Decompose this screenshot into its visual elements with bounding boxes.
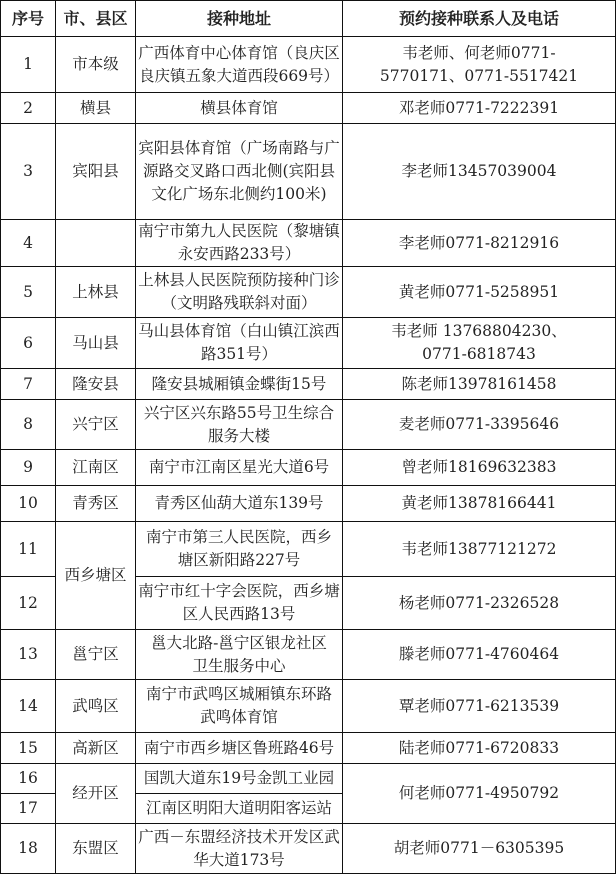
contact-cell [343, 220, 616, 267]
district-cell-line: 宾阳县 [72, 162, 119, 180]
contact-cell-line: 滕老师0771-4760464 [398, 645, 560, 663]
contact-cell-line: 陈老师13978161458 [401, 374, 557, 393]
contact-cell-line: 李老师0771-8212916 [398, 233, 560, 252]
address-cell [136, 400, 343, 450]
table-body [1, 37, 616, 874]
table-row [1, 267, 616, 318]
address-cell-line: 马山县体育馆（白山镇江滨西 [138, 322, 340, 340]
address-cell [136, 267, 343, 318]
address-cell-line: 横县体育馆 [200, 98, 278, 117]
address-cell-line: 华大道173号 [193, 850, 285, 869]
contact-cell-line: 麦老师0771-3395646 [398, 415, 560, 433]
district-cell-line: 经开区 [72, 784, 119, 802]
contact-cell-line: 杨老师0771-2326528 [398, 593, 560, 612]
row-number [1, 794, 56, 824]
address-cell-line: 广西－东盟经济技术开发区武 [138, 827, 340, 846]
table-row [1, 400, 616, 450]
address-cell-line: 邕大北路-邕宁区银龙社区 [151, 633, 327, 652]
table-row [1, 824, 616, 874]
district-cell-line: 江南区 [72, 458, 119, 476]
row-number [1, 450, 56, 486]
row-number-line: 15 [18, 738, 38, 757]
district-cell-line: 市本级 [72, 55, 119, 73]
header-contact: 预约接种联系人及电话 [343, 1, 616, 37]
row-number [1, 369, 56, 400]
address-cell-line: 卫生服务中心 [192, 656, 286, 675]
row-number-line: 3 [23, 162, 33, 180]
contact-cell-line: 覃老师0771-6213539 [398, 696, 560, 715]
address-cell-line: 区人民西路13号 [182, 605, 296, 623]
district-cell-line: 马山县 [72, 333, 119, 352]
row-number-line: 1 [23, 55, 33, 73]
row-number [1, 680, 56, 733]
address-cell [136, 680, 343, 733]
row-number-line: 12 [18, 593, 38, 612]
address-cell [136, 764, 343, 794]
district-cell-line: 上林县 [72, 282, 119, 301]
contact-cell [343, 486, 616, 522]
district-cell [56, 680, 136, 733]
row-number-line: 13 [18, 645, 38, 663]
district-cell [56, 369, 136, 400]
contact-cell-line: 邓老师0771-7222391 [398, 98, 560, 117]
address-cell-line: 广西体育中心体育馆（良庆区 [138, 43, 340, 62]
district-cell-line: 兴宁区 [72, 415, 119, 433]
district-cell [56, 630, 136, 680]
district-cell-line: 高新区 [72, 738, 119, 757]
row-number [1, 764, 56, 794]
district-cell [56, 318, 136, 369]
row-number [1, 220, 56, 267]
row-number [1, 486, 56, 522]
address-cell [136, 450, 343, 486]
table-row [1, 93, 616, 124]
address-cell [136, 577, 343, 630]
address-cell-line: 国凯大道东19号金凯工业园 [143, 769, 335, 787]
contact-cell [343, 522, 616, 577]
row-number [1, 400, 56, 450]
row-number-line: 8 [23, 415, 33, 433]
row-number-line: 10 [18, 494, 38, 512]
address-cell-line: 服务大楼 [207, 426, 270, 445]
row-number [1, 733, 56, 764]
table-row [1, 733, 616, 764]
address-cell-line: 青秀区仙葫大道东139号 [154, 494, 324, 512]
contact-cell [343, 450, 616, 486]
contact-cell-line: 韦老师、何老师0771- [402, 43, 556, 62]
address-cell-line: 良庆镇五象大道西段669号） [138, 66, 340, 85]
address-cell-line: 隆安县城厢镇金蝶街15号 [151, 374, 327, 393]
contact-cell-line: 0771-6818743 [422, 345, 536, 363]
address-cell-line: 南宁市第三人民医院，西乡 [145, 528, 332, 546]
row-number [1, 577, 56, 630]
district-cell [56, 733, 136, 764]
address-cell-line: 南宁市武鸣区城厢镇东环路 [145, 685, 332, 703]
district-cell-line: 横县 [79, 98, 111, 117]
address-cell-line: 江南区明阳大道明阳客运站 [145, 799, 332, 817]
table-row [1, 369, 616, 400]
row-number [1, 824, 56, 874]
address-cell [136, 486, 343, 522]
address-cell [136, 37, 343, 93]
contact-cell [343, 764, 616, 824]
table-row [1, 764, 616, 794]
contact-cell [343, 369, 616, 400]
district-cell [56, 220, 136, 267]
contact-cell-line: 黄老师13878166441 [401, 494, 557, 512]
address-cell [136, 733, 343, 764]
district-cell [56, 124, 136, 220]
address-cell [136, 318, 343, 369]
address-cell [136, 630, 343, 680]
contact-cell-line: 5770171、0771-5517421 [379, 66, 579, 85]
row-number [1, 630, 56, 680]
district-cell [56, 764, 136, 824]
address-cell [136, 220, 343, 267]
address-cell-line: 兴宁区兴东路55号卫生综合 [143, 403, 335, 422]
table-row [1, 124, 616, 220]
district-cell [56, 522, 136, 630]
contact-cell [343, 93, 616, 124]
contact-cell-line: 韦老师 13768804230、 [391, 322, 567, 340]
contact-cell [343, 824, 616, 874]
address-cell-line: （文明路残联斜对面） [161, 294, 317, 312]
row-number-line: 16 [18, 769, 38, 787]
address-cell-line: 武鸣体育馆 [200, 708, 278, 726]
table-row [1, 450, 616, 486]
district-cell-line: 青秀区 [72, 494, 119, 512]
header-district: 市、县区 [56, 1, 136, 37]
row-number [1, 267, 56, 318]
row-number-line: 7 [23, 374, 33, 393]
table-row [1, 37, 616, 93]
contact-cell-line: 何老师0771-4950792 [398, 784, 560, 802]
address-cell-line: 南宁市第九人民医院（黎塘镇 [138, 222, 340, 240]
table-row [1, 486, 616, 522]
contact-cell [343, 733, 616, 764]
table-row [1, 630, 616, 680]
district-cell-line: 武鸣区 [72, 696, 119, 715]
contact-cell-line: 胡老师0771－6305395 [393, 839, 565, 857]
district-cell-line: 隆安县 [72, 374, 119, 393]
address-cell-line: 源路交叉路口西北侧(宾阳县 [142, 162, 336, 180]
district-cell [56, 450, 136, 486]
address-cell-line: 文化广场东北侧约100米) [151, 185, 327, 203]
table-row [1, 522, 616, 577]
table-row [1, 220, 616, 267]
row-number-line: 14 [18, 696, 38, 715]
district-cell [56, 824, 136, 874]
address-cell [136, 369, 343, 400]
contact-cell [343, 124, 616, 220]
address-cell-line: 南宁市西乡塘区鲁班路46号 [143, 738, 335, 757]
address-cell-line: 路351号） [200, 345, 278, 363]
contact-cell-line: 李老师13457039004 [401, 162, 557, 180]
district-cell [56, 267, 136, 318]
address-cell [136, 124, 343, 220]
row-number [1, 93, 56, 124]
address-cell-line: 永安西路233号） [177, 245, 301, 263]
contact-cell [343, 680, 616, 733]
row-number-line: 11 [18, 539, 38, 558]
row-number [1, 318, 56, 369]
address-cell [136, 824, 343, 874]
row-number [1, 37, 56, 93]
row-number-line: 4 [23, 233, 33, 252]
district-cell-line: 西乡塘区 [64, 566, 127, 584]
district-cell [56, 93, 136, 124]
table-row [1, 680, 616, 733]
row-number-line: 6 [23, 333, 33, 352]
address-cell-line: 宾阳县体育馆（广场南路与广 [138, 139, 340, 157]
contact-cell-line: 陆老师0771-6720833 [398, 738, 560, 757]
district-cell-line: 邕宁区 [72, 645, 119, 663]
contact-cell [343, 577, 616, 630]
address-cell-line: 塘区新阳路227号 [177, 551, 301, 569]
contact-cell [343, 267, 616, 318]
contact-cell-line: 韦老师13877121272 [401, 539, 557, 558]
row-number [1, 124, 56, 220]
contact-cell [343, 37, 616, 93]
row-number [1, 522, 56, 577]
address-cell-line: 南宁市红十字会医院，西乡塘 [138, 582, 340, 600]
row-number-line: 9 [23, 458, 33, 476]
district-cell-line: 东盟区 [72, 839, 119, 857]
address-cell [136, 522, 343, 577]
table-row [1, 318, 616, 369]
row-number-line: 17 [18, 799, 38, 817]
header-number: 序号 [1, 1, 56, 37]
contact-cell [343, 400, 616, 450]
contact-cell [343, 630, 616, 680]
row-number-line: 2 [23, 98, 33, 117]
district-cell [56, 486, 136, 522]
contact-cell-line: 黄老师0771-5258951 [398, 282, 560, 301]
contact-cell-line: 曾老师18169632383 [401, 458, 557, 476]
district-cell [56, 400, 136, 450]
address-cell [136, 93, 343, 124]
row-number-line: 18 [18, 839, 38, 857]
row-number-line: 5 [23, 282, 33, 301]
header-address: 接种地址 [136, 1, 343, 37]
district-cell [56, 37, 136, 93]
address-cell [136, 794, 343, 824]
table-header-row [1, 1, 616, 37]
address-cell-line: 上林县人民医院预防接种门诊 [138, 271, 340, 289]
contact-cell [343, 318, 616, 369]
address-cell-line: 南宁市江南区星光大道6号 [148, 458, 330, 476]
